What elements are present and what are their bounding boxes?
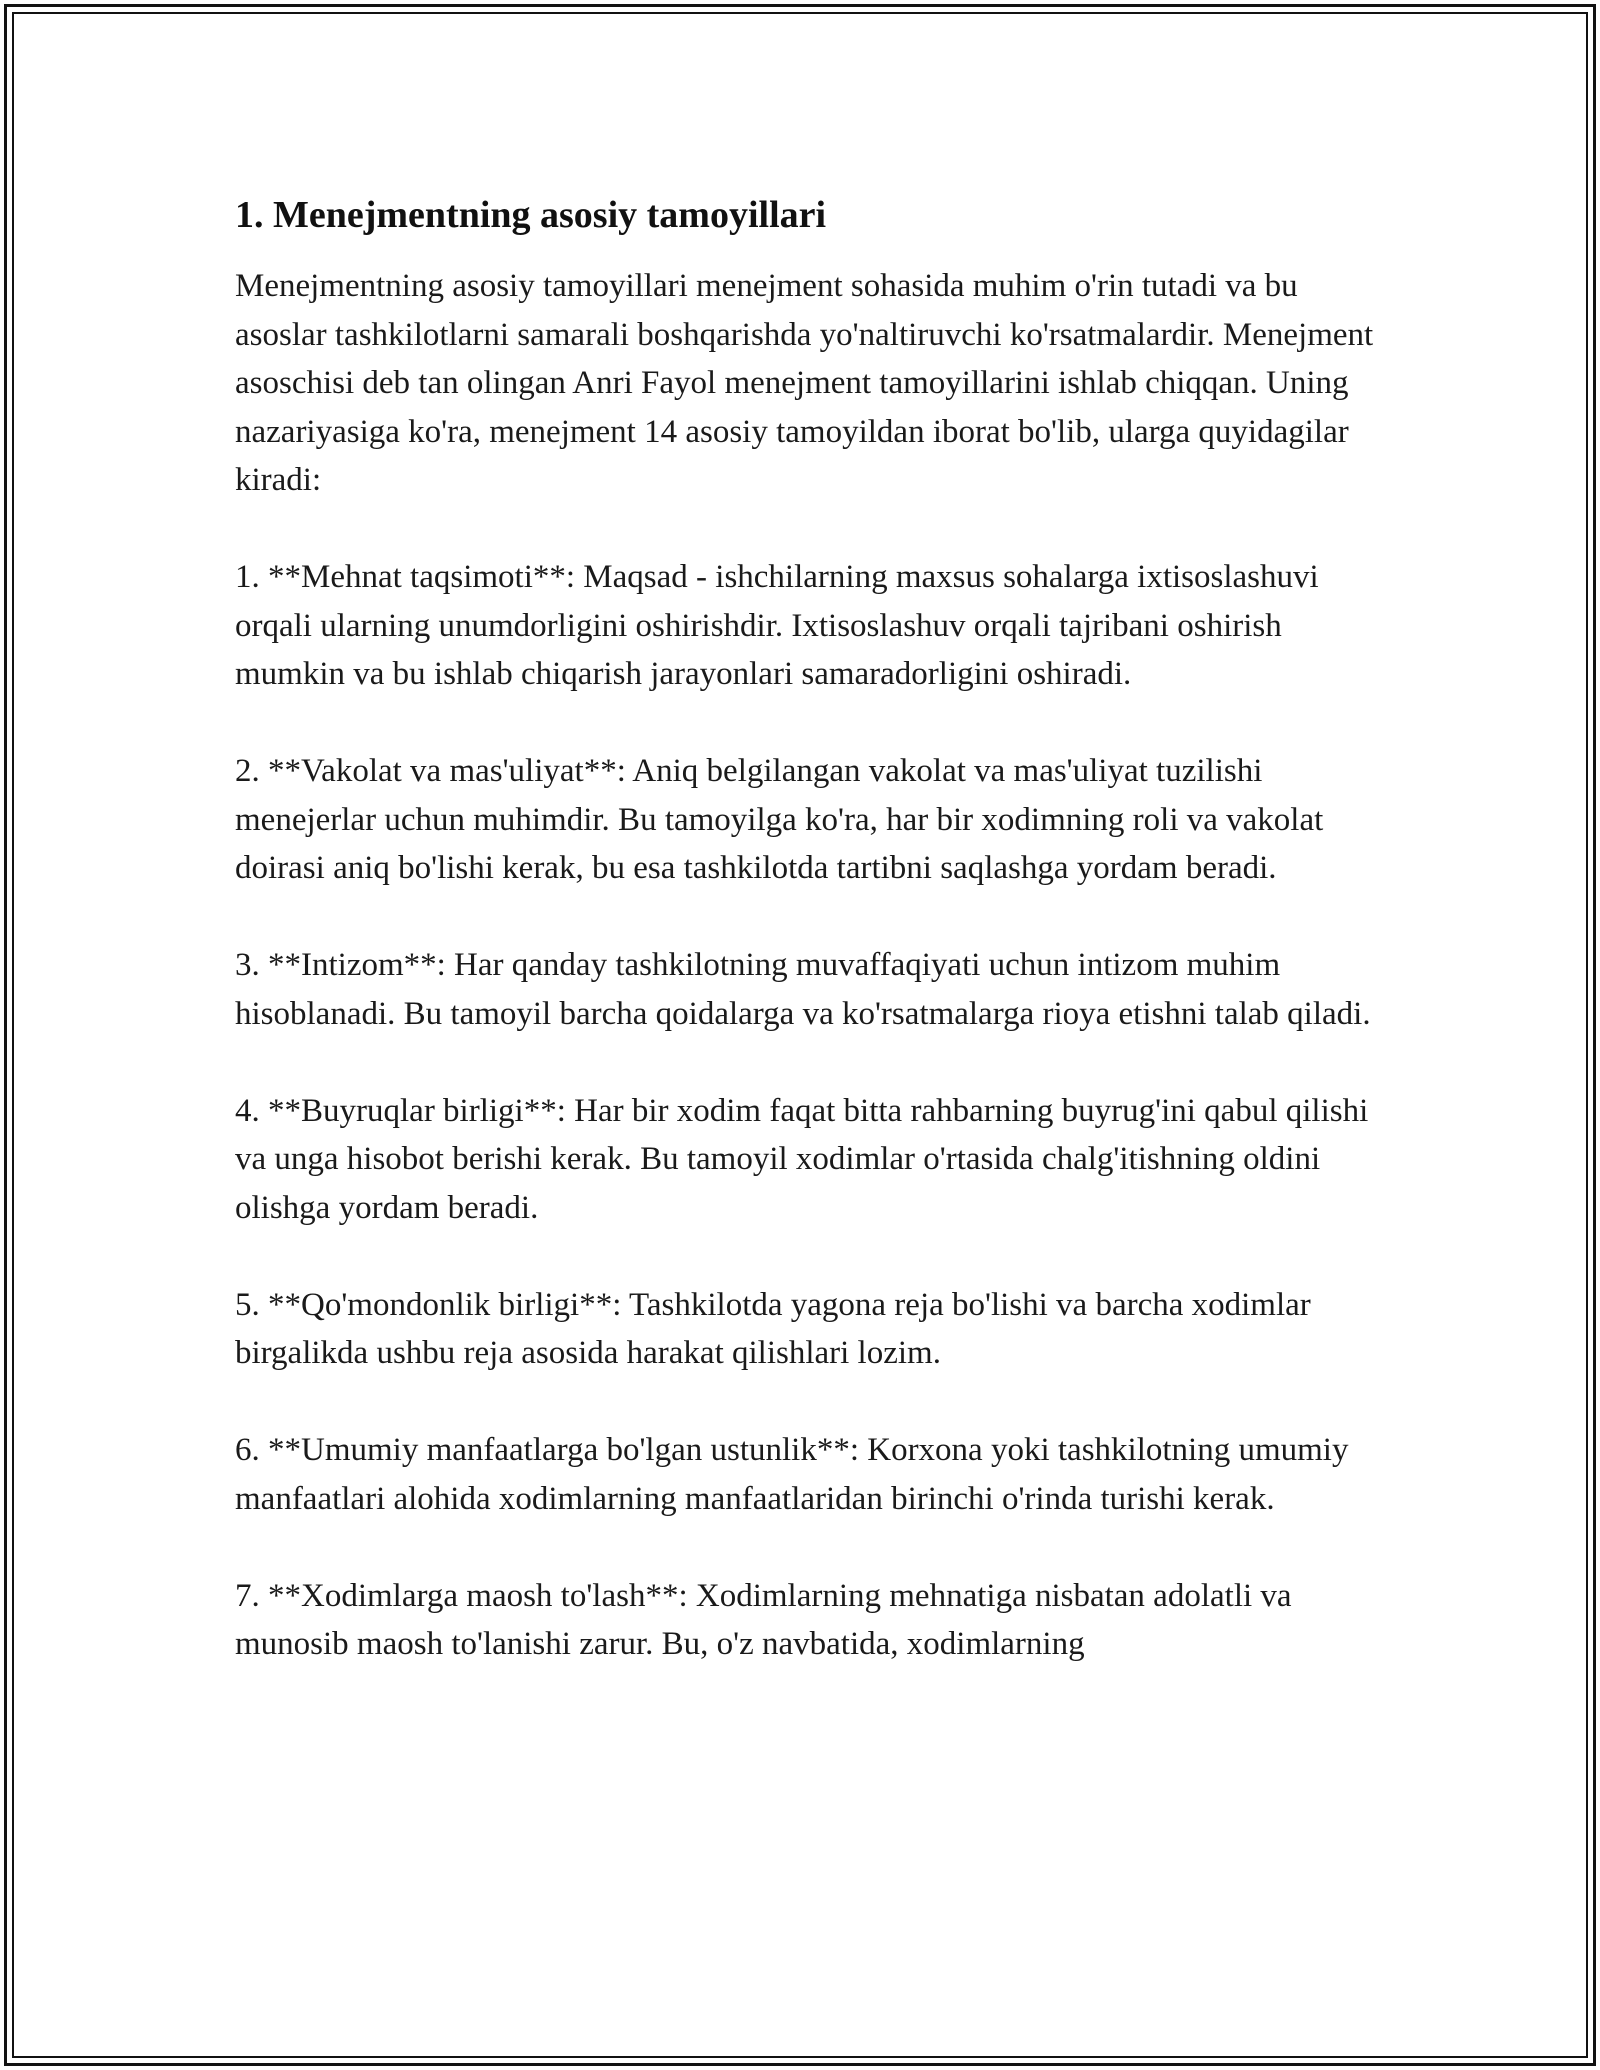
principle-item-5: 5. **Qo'mondonlik birligi**: Tashkilotda yagona reja bo'lishi va barcha xodimlar birgalikda ushbu reja asosida harakat qilishlari lozim. (235, 1286, 1311, 1371)
principle-item-6: 6. **Umumiy manfaatlarga bo'lgan ustunlik**: Korxona yoki tashkilotning umumiy manfaatlari alohida xodimlarning manfaatlaridan birinchi o'rinda turishi kerak. (235, 1432, 1349, 1517)
principle-item-1: 1. **Mehnat taqsimoti**: Maqsad - ishchilarning maxsus sohalarga ixtisoslashuvi orqali ularning unumdorligini oshirishdir. Ixtisoslashuv orqali tajribani oshirish mumkin va bu ishlab chiqarish jarayonlari samaradorligini oshiradi. (235, 559, 1319, 692)
principle-item-4: 4. **Buyruqlar birligi**: Har bir xodim faqat bitta rahbarning buyrug'ini qabul qilishi va unga hisobot berishi kerak. Bu tamoyil xodimlar o'rtasida chalg'itishning oldini olishga yordam beradi. (235, 1092, 1369, 1226)
section-heading: 1. Menejmentning asosiy tamoyillari (235, 194, 827, 236)
intro-paragraph: Menejmentning asosiy tamoyillari menejment sohasida muhim o'rin tutadi va bu asoslar tashkilotlarni samarali boshqarishda yo'naltiruvchi ko'rsatmalardir. Menejment asoschisi deb tan olingan Anri Fayol menejment tamoyillarini ishlab chiqqan. Uning nazariyasiga ko'ra, menejment 14 asosiy tamoyildan iborat bo'lib, ularga quyidagilar kiradi: (235, 268, 1374, 498)
principle-item-7: 7. **Xodimlarga maosh to'lash**: Xodimlarning mehnatiga nisbatan adolatli va munosib maosh to'lanishi zarur. Bu, o'z navbatida, xodimlarning (235, 1577, 1292, 1662)
principle-item-3: 3. **Intizom**: Har qanday tashkilotning muvaffaqiyati uchun intizom muhim hisoblanadi. Bu tamoyil barcha qoidalarga va ko'rsatmalarga rioya etishni talab qiladi. (235, 947, 1371, 1032)
principle-item-2: 2. **Vakolat va mas'uliyat**: Aniq belgilangan vakolat va mas'uliyat tuzilishi menejerlar uchun muhimdir. Bu tamoyilga ko'ra, har bir xodimning roli va vakolat doirasi aniq bo'lishi kerak, bu esa tashkilotda tartibni saqlashga yordam beradi. (235, 753, 1324, 886)
document-content (235, 190, 1375, 1669)
